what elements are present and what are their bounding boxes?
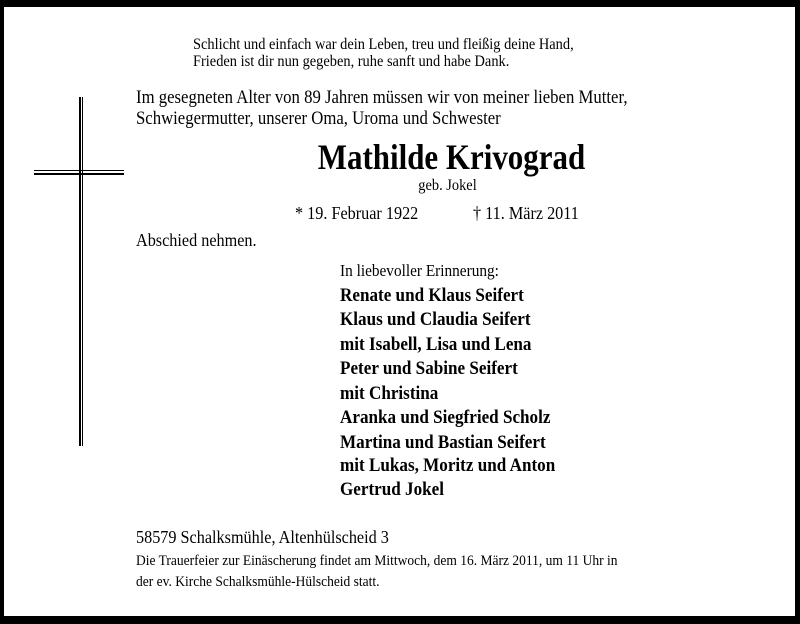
poem-line: Schlicht und einfach war dein Leben, treu und fleißig deine Hand, — [193, 36, 574, 53]
death-date: † 11. März 2011 — [473, 203, 579, 223]
ceremony-line: Die Trauerfeier zur Einäscherung findet am Mittwoch, dem 16. März 2011, um 11 Uhr in — [136, 553, 618, 569]
poem-line: Frieden ist dir nun gegeben, ruhe sanft und habe Dank. — [193, 53, 510, 70]
mourner-line: Peter und Sabine Seifert — [340, 358, 518, 379]
intro-line: Im gesegneten Alter von 89 Jahren müssen wir von meiner lieben Mutter, — [136, 87, 628, 108]
mourner-line: mit Christina — [340, 383, 439, 404]
mourner-line: Martina und Bastian Seifert — [340, 432, 546, 453]
deceased-name: Mathilde Krivograd — [317, 137, 586, 177]
birth-date: * 19. Februar 1922 — [295, 203, 419, 223]
mourner-line: mit Isabell, Lisa und Lena — [340, 334, 532, 355]
mourner-line: Aranka und Siegfried Scholz — [340, 407, 551, 428]
mourner-line: Klaus und Claudia Seifert — [340, 309, 531, 330]
mourner-line: Renate und Klaus Seifert — [340, 285, 524, 306]
memory-heading: In liebevoller Erinnerung: — [340, 261, 499, 280]
address: 58579 Schalksmühle, Altenhülscheid 3 — [136, 527, 389, 547]
farewell-text: Abschied nehmen. — [136, 230, 257, 250]
obituary-notice — [4, 7, 795, 616]
ceremony-line: der ev. Kirche Schalksmühle-Hülscheid statt. — [136, 574, 380, 590]
maiden-name: geb. Jokel — [418, 177, 477, 194]
intro-line: Schwiegermutter, unserer Oma, Uroma und Schwester — [136, 108, 501, 129]
mourner-line: Gertrud Jokel — [340, 479, 445, 500]
mourner-line: mit Lukas, Moritz und Anton — [340, 455, 556, 476]
